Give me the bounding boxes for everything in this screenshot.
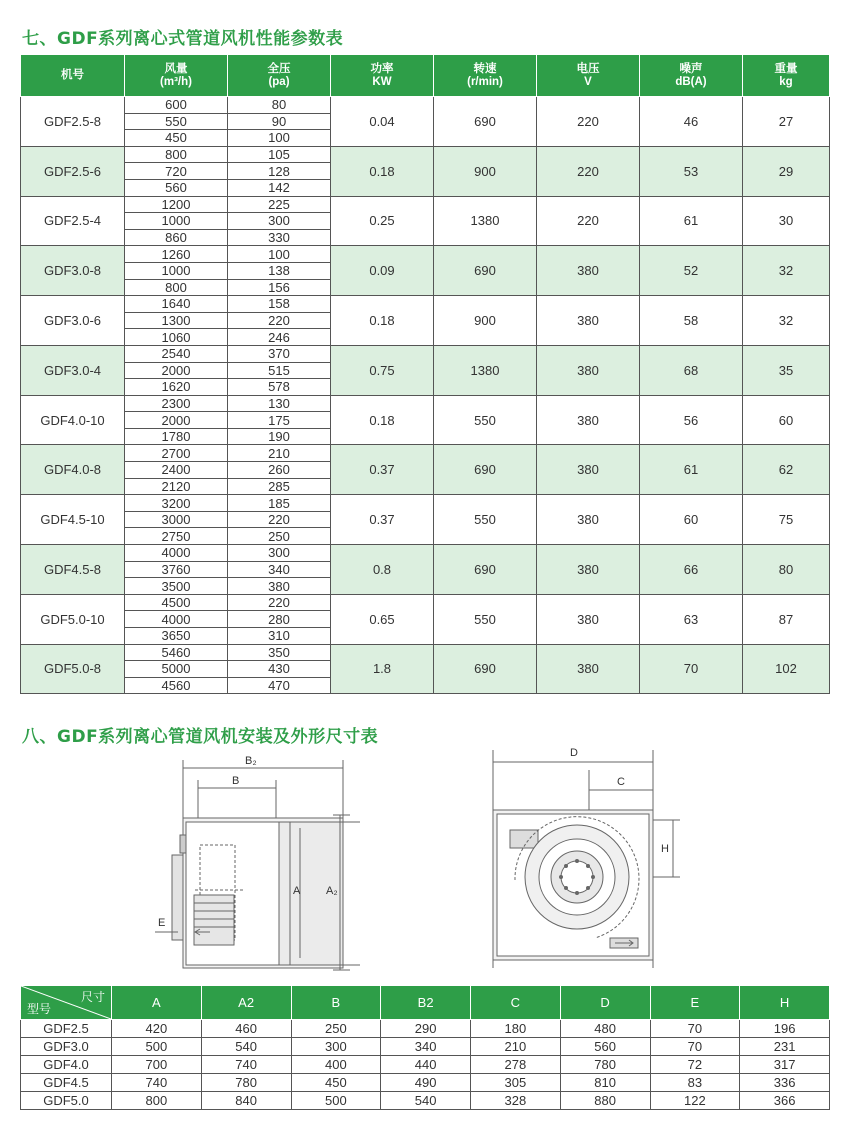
- dim-header-b2: B2: [381, 986, 471, 1020]
- dim-value-cell: 420: [112, 1020, 202, 1038]
- header-model: 机号: [21, 55, 125, 97]
- speed-cell: 900: [434, 296, 537, 346]
- dim-value-cell: 500: [112, 1038, 202, 1056]
- dim-value-cell: 740: [112, 1074, 202, 1092]
- power-cell: 0.18: [331, 296, 434, 346]
- dim-value-cell: 740: [201, 1056, 291, 1074]
- dim-value-cell: 560: [560, 1038, 650, 1056]
- dim-value-cell: 490: [381, 1074, 471, 1092]
- dim-value-cell: 70: [650, 1038, 740, 1056]
- airflow-cell: 2700: [125, 445, 228, 462]
- dim-value-cell: 400: [291, 1056, 381, 1074]
- speed-cell: 1380: [434, 196, 537, 246]
- table-row: [21, 495, 830, 512]
- pressure-cell: 310: [228, 628, 331, 645]
- pressure-cell: 250: [228, 528, 331, 545]
- airflow-cell: 2400: [125, 462, 228, 479]
- dim-model-cell: GDF3.0: [21, 1038, 112, 1056]
- noise-cell: 56: [640, 395, 743, 445]
- dim-value-cell: 336: [740, 1074, 830, 1092]
- table-row: [21, 1038, 830, 1056]
- power-cell: 1.8: [331, 644, 434, 694]
- noise-cell: 58: [640, 296, 743, 346]
- noise-cell: 61: [640, 445, 743, 495]
- airflow-cell: 1260: [125, 246, 228, 263]
- noise-cell: 63: [640, 594, 743, 644]
- table-row: [21, 545, 830, 562]
- corner-top-label: 尺寸: [80, 990, 105, 1004]
- voltage-cell: 220: [537, 97, 640, 147]
- weight-cell: 62: [743, 445, 830, 495]
- model-cell: GDF3.0-6: [21, 296, 125, 346]
- table-row: [21, 146, 830, 163]
- pressure-cell: 105: [228, 146, 331, 163]
- label-d: D: [570, 747, 578, 759]
- pressure-cell: 260: [228, 462, 331, 479]
- dim-value-cell: 780: [201, 1074, 291, 1092]
- power-cell: 0.04: [331, 97, 434, 147]
- dim-value-cell: 880: [560, 1092, 650, 1110]
- voltage-cell: 380: [537, 545, 640, 595]
- noise-cell: 68: [640, 345, 743, 395]
- speed-cell: 550: [434, 395, 537, 445]
- table-row: [21, 1056, 830, 1074]
- table-row: [21, 594, 830, 611]
- header-speed: 转速 (r/min): [434, 55, 537, 97]
- dim-value-cell: 72: [650, 1056, 740, 1074]
- voltage-cell: 220: [537, 146, 640, 196]
- pressure-cell: 80: [228, 97, 331, 114]
- model-cell: GDF4.0-8: [21, 445, 125, 495]
- dim-model-cell: GDF2.5: [21, 1020, 112, 1038]
- airflow-cell: 2300: [125, 395, 228, 412]
- dim-value-cell: 70: [650, 1020, 740, 1038]
- dim-value-cell: 328: [471, 1092, 561, 1110]
- power-cell: 0.8: [331, 545, 434, 595]
- model-cell: GDF3.0-4: [21, 345, 125, 395]
- pressure-cell: 90: [228, 113, 331, 130]
- airflow-cell: 800: [125, 279, 228, 296]
- weight-cell: 87: [743, 594, 830, 644]
- speed-cell: 900: [434, 146, 537, 196]
- dim-value-cell: 180: [471, 1020, 561, 1038]
- noise-cell: 70: [640, 644, 743, 694]
- pressure-cell: 370: [228, 345, 331, 362]
- pressure-cell: 300: [228, 213, 331, 230]
- dim-value-cell: 122: [650, 1092, 740, 1110]
- airflow-cell: 2120: [125, 478, 228, 495]
- label-e: E: [158, 917, 166, 929]
- dim-value-cell: 250: [291, 1020, 381, 1038]
- table-row: [21, 1092, 830, 1110]
- pressure-cell: 350: [228, 644, 331, 661]
- airflow-cell: 800: [125, 146, 228, 163]
- table-row: [21, 246, 830, 263]
- label-h: H: [661, 843, 669, 855]
- dim-value-cell: 780: [560, 1056, 650, 1074]
- dim-value-cell: 700: [112, 1056, 202, 1074]
- power-cell: 0.25: [331, 196, 434, 246]
- header-weight: 重量 kg: [743, 55, 830, 97]
- dim-value-cell: 460: [201, 1020, 291, 1038]
- pressure-cell: 100: [228, 130, 331, 147]
- dim-model-cell: GDF4.0: [21, 1056, 112, 1074]
- dim-value-cell: 278: [471, 1056, 561, 1074]
- performance-table-body: [21, 97, 830, 694]
- dim-header-d: D: [560, 986, 650, 1020]
- dim-value-cell: 500: [291, 1092, 381, 1110]
- weight-cell: 30: [743, 196, 830, 246]
- airflow-cell: 1000: [125, 262, 228, 279]
- airflow-cell: 3000: [125, 511, 228, 528]
- airflow-cell: 560: [125, 179, 228, 196]
- noise-cell: 61: [640, 196, 743, 246]
- weight-cell: 35: [743, 345, 830, 395]
- airflow-cell: 720: [125, 163, 228, 180]
- airflow-cell: 600: [125, 97, 228, 114]
- dim-value-cell: 810: [560, 1074, 650, 1092]
- dim-value-cell: 480: [560, 1020, 650, 1038]
- airflow-cell: 3760: [125, 561, 228, 578]
- speed-cell: 550: [434, 594, 537, 644]
- model-cell: GDF2.5-4: [21, 196, 125, 246]
- weight-cell: 32: [743, 246, 830, 296]
- dim-header-c: C: [471, 986, 561, 1020]
- pressure-cell: 246: [228, 329, 331, 346]
- airflow-cell: 4560: [125, 677, 228, 694]
- voltage-cell: 380: [537, 495, 640, 545]
- power-cell: 0.18: [331, 395, 434, 445]
- speed-cell: 1380: [434, 345, 537, 395]
- table-row: [21, 196, 830, 213]
- airflow-cell: 5460: [125, 644, 228, 661]
- pressure-cell: 142: [228, 179, 331, 196]
- dim-model-cell: GDF5.0: [21, 1092, 112, 1110]
- corner-header: [21, 986, 112, 1020]
- dimension-table: [20, 985, 830, 1110]
- airflow-cell: 450: [125, 130, 228, 147]
- performance-table-title: 七、GDF系列离心式管道风机性能参数表: [22, 29, 344, 49]
- dim-value-cell: 83: [650, 1074, 740, 1092]
- pressure-cell: 340: [228, 561, 331, 578]
- voltage-cell: 380: [537, 345, 640, 395]
- weight-cell: 75: [743, 495, 830, 545]
- airflow-cell: 2000: [125, 412, 228, 429]
- airflow-cell: 4000: [125, 545, 228, 562]
- dim-header-b: B: [291, 986, 381, 1020]
- performance-table: [20, 54, 830, 694]
- dim-value-cell: 196: [740, 1020, 830, 1038]
- table-row: [21, 1020, 830, 1038]
- dim-value-cell: 450: [291, 1074, 381, 1092]
- dim-value-cell: 300: [291, 1038, 381, 1056]
- airflow-cell: 2540: [125, 345, 228, 362]
- pressure-cell: 190: [228, 428, 331, 445]
- dim-value-cell: 800: [112, 1092, 202, 1110]
- noise-cell: 46: [640, 97, 743, 147]
- power-cell: 0.65: [331, 594, 434, 644]
- voltage-cell: 220: [537, 196, 640, 246]
- corner-bottom-label: 型号: [27, 1002, 52, 1016]
- header-noise: 噪声 dB(A): [640, 55, 743, 97]
- power-cell: 0.09: [331, 246, 434, 296]
- airflow-cell: 4500: [125, 594, 228, 611]
- pressure-cell: 220: [228, 594, 331, 611]
- voltage-cell: 380: [537, 296, 640, 346]
- side-view-drawing: [150, 750, 380, 975]
- weight-cell: 60: [743, 395, 830, 445]
- speed-cell: 690: [434, 644, 537, 694]
- airflow-cell: 1640: [125, 296, 228, 313]
- pressure-cell: 138: [228, 262, 331, 279]
- airflow-cell: 2000: [125, 362, 228, 379]
- pressure-cell: 130: [228, 395, 331, 412]
- airflow-cell: 860: [125, 229, 228, 246]
- weight-cell: 32: [743, 296, 830, 346]
- voltage-cell: 380: [537, 594, 640, 644]
- airflow-cell: 2750: [125, 528, 228, 545]
- airflow-cell: 4000: [125, 611, 228, 628]
- dim-model-cell: GDF4.5: [21, 1074, 112, 1092]
- weight-cell: 29: [743, 146, 830, 196]
- pressure-cell: 225: [228, 196, 331, 213]
- dim-header-a2: A2: [201, 986, 291, 1020]
- speed-cell: 690: [434, 545, 537, 595]
- pressure-cell: 210: [228, 445, 331, 462]
- airflow-cell: 3500: [125, 578, 228, 595]
- noise-cell: 60: [640, 495, 743, 545]
- model-cell: GDF4.5-10: [21, 495, 125, 545]
- model-cell: GDF2.5-8: [21, 97, 125, 147]
- dim-value-cell: 290: [381, 1020, 471, 1038]
- dim-value-cell: 366: [740, 1092, 830, 1110]
- weight-cell: 27: [743, 97, 830, 147]
- speed-cell: 690: [434, 97, 537, 147]
- pressure-cell: 578: [228, 379, 331, 396]
- voltage-cell: 380: [537, 445, 640, 495]
- model-cell: GDF3.0-8: [21, 246, 125, 296]
- table-row: [21, 97, 830, 114]
- performance-header-row: [21, 55, 830, 97]
- pressure-cell: 156: [228, 279, 331, 296]
- dim-header-h: H: [740, 986, 830, 1020]
- pressure-cell: 280: [228, 611, 331, 628]
- pressure-cell: 330: [228, 229, 331, 246]
- dimension-table-title: 八、GDF系列离心管道风机安装及外形尺寸表: [22, 727, 379, 747]
- weight-cell: 80: [743, 545, 830, 595]
- table-row: [21, 296, 830, 313]
- dim-value-cell: 210: [471, 1038, 561, 1056]
- header-power: 功率 KW: [331, 55, 434, 97]
- table-row: [21, 1074, 830, 1092]
- airflow-cell: 3650: [125, 628, 228, 645]
- power-cell: 0.75: [331, 345, 434, 395]
- pressure-cell: 185: [228, 495, 331, 512]
- header-pressure: 全压 (pa): [228, 55, 331, 97]
- airflow-cell: 550: [125, 113, 228, 130]
- speed-cell: 690: [434, 246, 537, 296]
- pressure-cell: 128: [228, 163, 331, 180]
- model-cell: GDF5.0-8: [21, 644, 125, 694]
- voltage-cell: 380: [537, 395, 640, 445]
- dim-value-cell: 231: [740, 1038, 830, 1056]
- dim-value-cell: 840: [201, 1092, 291, 1110]
- airflow-cell: 3200: [125, 495, 228, 512]
- noise-cell: 52: [640, 246, 743, 296]
- dim-header-e: E: [650, 986, 740, 1020]
- voltage-cell: 380: [537, 246, 640, 296]
- pressure-cell: 380: [228, 578, 331, 595]
- pressure-cell: 100: [228, 246, 331, 263]
- noise-cell: 53: [640, 146, 743, 196]
- weight-cell: 102: [743, 644, 830, 694]
- dim-value-cell: 305: [471, 1074, 561, 1092]
- label-a2: A₂: [326, 885, 338, 897]
- airflow-cell: 5000: [125, 661, 228, 678]
- airflow-cell: 1060: [125, 329, 228, 346]
- speed-cell: 550: [434, 495, 537, 545]
- table-row: [21, 644, 830, 661]
- pressure-cell: 158: [228, 296, 331, 313]
- model-cell: GDF2.5-6: [21, 146, 125, 196]
- power-cell: 0.37: [331, 445, 434, 495]
- speed-cell: 690: [434, 445, 537, 495]
- header-voltage: 电压 V: [537, 55, 640, 97]
- label-a: A: [293, 885, 301, 897]
- pressure-cell: 285: [228, 478, 331, 495]
- pressure-cell: 470: [228, 677, 331, 694]
- dim-value-cell: 317: [740, 1056, 830, 1074]
- pressure-cell: 220: [228, 312, 331, 329]
- label-b: B: [232, 775, 240, 787]
- power-cell: 0.18: [331, 146, 434, 196]
- pressure-cell: 175: [228, 412, 331, 429]
- model-cell: GDF4.5-8: [21, 545, 125, 595]
- pressure-cell: 300: [228, 545, 331, 562]
- dim-value-cell: 540: [201, 1038, 291, 1056]
- airflow-cell: 1780: [125, 428, 228, 445]
- airflow-cell: 1300: [125, 312, 228, 329]
- header-airflow: 风量 (m³/h): [125, 55, 228, 97]
- dim-value-cell: 540: [381, 1092, 471, 1110]
- table-row: [21, 345, 830, 362]
- dim-value-cell: 440: [381, 1056, 471, 1074]
- pressure-cell: 220: [228, 511, 331, 528]
- label-b2: B₂: [245, 755, 257, 767]
- airflow-cell: 1000: [125, 213, 228, 230]
- dimension-header-row: [21, 986, 830, 1020]
- airflow-cell: 1620: [125, 379, 228, 396]
- voltage-cell: 380: [537, 644, 640, 694]
- label-c: C: [617, 776, 625, 788]
- model-cell: GDF5.0-10: [21, 594, 125, 644]
- dim-value-cell: 340: [381, 1038, 471, 1056]
- table-row: [21, 445, 830, 462]
- pressure-cell: 515: [228, 362, 331, 379]
- power-cell: 0.37: [331, 495, 434, 545]
- airflow-cell: 1200: [125, 196, 228, 213]
- noise-cell: 66: [640, 545, 743, 595]
- dimension-table-body: [21, 1020, 830, 1110]
- table-row: [21, 395, 830, 412]
- pressure-cell: 430: [228, 661, 331, 678]
- front-view-drawing: [475, 740, 690, 970]
- model-cell: GDF4.0-10: [21, 395, 125, 445]
- dim-header-a: A: [112, 986, 202, 1020]
